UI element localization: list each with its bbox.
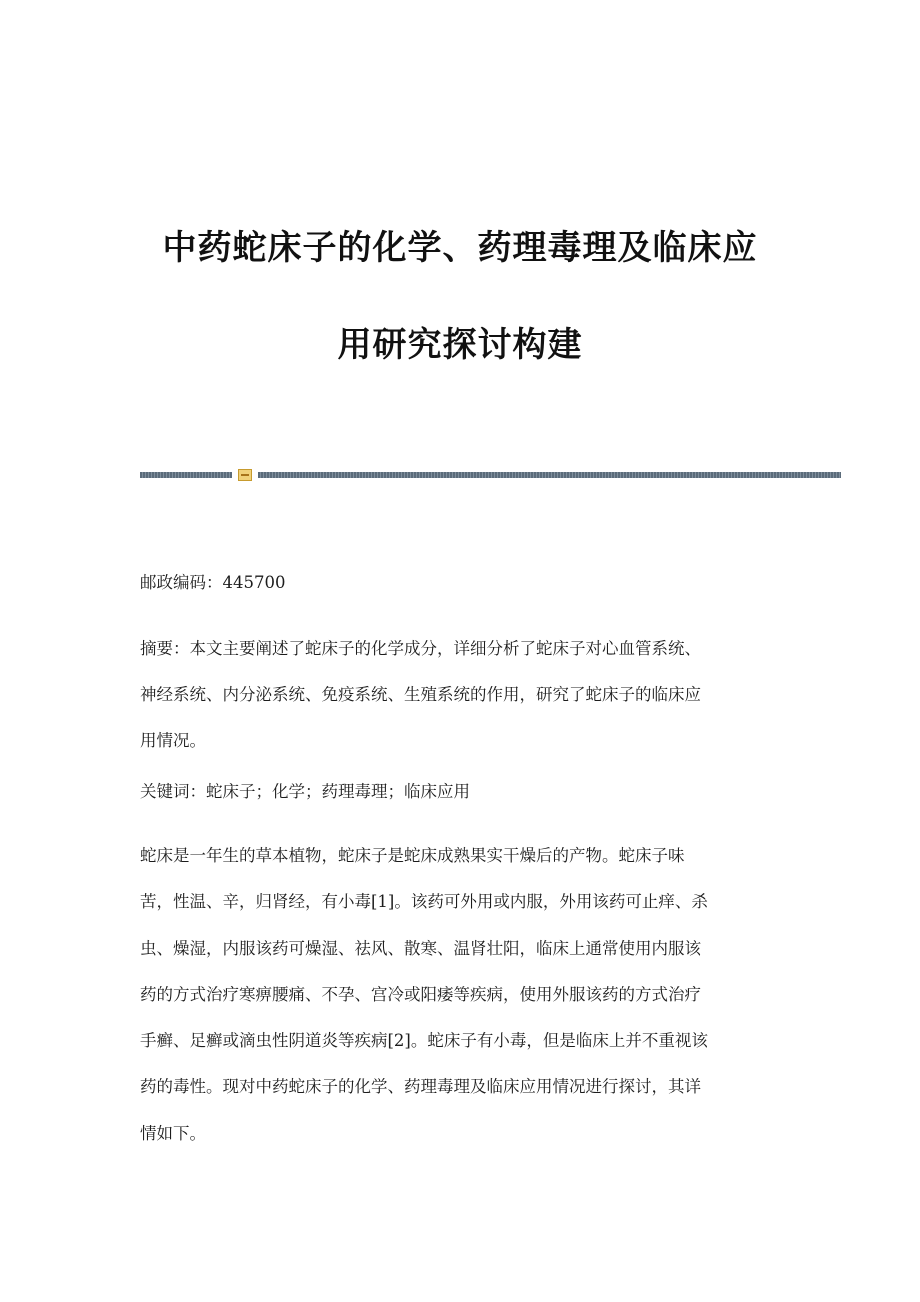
divider-bar-right bbox=[258, 472, 841, 478]
abstract-paragraph bbox=[140, 626, 780, 764]
postcode-line: 邮政编码：445700 bbox=[140, 573, 286, 592]
body-line: 情如下。 bbox=[140, 1123, 206, 1143]
body-paragraph bbox=[140, 833, 780, 1157]
divider-ornament-icon bbox=[238, 469, 252, 481]
body-line: 手癣、足癣或滴虫性阴道炎等疾病[2]。蛇床子有小毒，但是临床上并不重视该 bbox=[140, 1031, 708, 1051]
abstract-line: 神经系统、内分泌系统、免疫系统、生殖系统的作用，研究了蛇床子的临床应 bbox=[140, 685, 701, 704]
abstract-line: 用情况。 bbox=[140, 731, 206, 750]
abstract-line: 摘要：本文主要阐述了蛇床子的化学成分，详细分析了蛇床子对心血管系统、 bbox=[140, 639, 701, 658]
keywords-line: 关键词：蛇床子；化学；药理毒理；临床应用 bbox=[140, 782, 470, 801]
body-line: 蛇床是一年生的草本植物，蛇床子是蛇床成熟果实干燥后的产物。蛇床子味 bbox=[140, 846, 685, 865]
body-line: 药的毒性。现对中药蛇床子的化学、药理毒理及临床应用情况进行探讨，其详 bbox=[140, 1077, 701, 1097]
document-title-line-2: 用研究探讨构建 bbox=[337, 325, 583, 365]
body-line: 虫、燥湿，内服该药可燥湿、祛风、散寒、温肾壮阳，临床上通常使用内服该 bbox=[140, 938, 701, 958]
body-line: 药的方式治疗寒痹腰痛、不孕、宫冷或阳痿等疾病，使用外服该药的方式治疗 bbox=[140, 984, 701, 1004]
body-line: 苦，性温、辛，归肾经，有小毒[1]。该药可外用或内服，外用该药可止痒、杀 bbox=[140, 892, 708, 912]
title-divider bbox=[140, 469, 841, 481]
document-title-line-1: 中药蛇床子的化学、药理毒理及临床应 bbox=[162, 228, 758, 268]
divider-bar-left bbox=[140, 472, 232, 478]
